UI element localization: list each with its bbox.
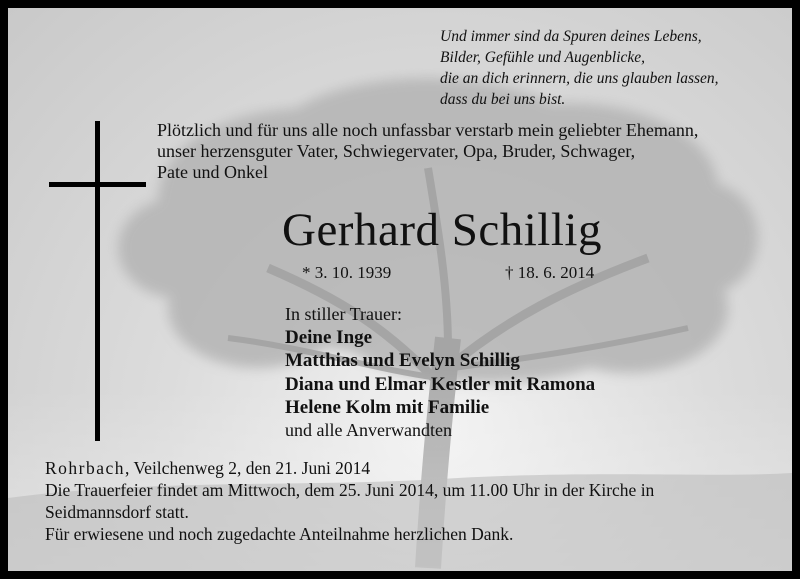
service-info-line: Seidmannsdorf statt. [45, 502, 189, 522]
mourner-name: Deine Inge [285, 327, 373, 349]
mourners-closing: und alle Anverwandten [285, 420, 452, 441]
poem-line: Bilder, Gefühle und Augenblicke, [440, 49, 646, 66]
announcement-line: Pate und Onkel [157, 162, 268, 182]
mourners-heading: In stiller Trauer: [285, 304, 402, 324]
mourners-list [285, 303, 595, 442]
cross-icon-crossbar [49, 182, 146, 187]
death-date: † 18. 6. 2014 [505, 263, 595, 282]
footer-text [45, 457, 654, 545]
birth-date: * 3. 10. 1939 [302, 263, 392, 282]
thanks-line: Für erwiesene und noch zugedachte Anteilnahme herzlichen Dank. [45, 524, 514, 544]
poem [440, 26, 719, 110]
announcement-line: unser herzensguter Vater, Schwiegervater, Opa, Bruder, Schwager, [157, 141, 636, 161]
poem-line: Und immer sind da Spuren deines Lebens, [440, 28, 702, 45]
service-info-line: Die Trauerfeier findet am Mittwoch, dem 25. Juni 2014, um 11.00 Uhr in der Kirche in [45, 480, 655, 500]
announcement-text [157, 120, 698, 183]
obituary-card [8, 8, 792, 571]
cross-icon [95, 121, 100, 441]
mourner-name: Helene Kolm mit Familie [285, 396, 490, 418]
announcement-line: Plötzlich und für uns alle noch unfassbar verstarb mein geliebter Ehemann, [157, 120, 699, 140]
mourner-name: Diana und Elmar Kestler mit Ramona [285, 373, 596, 395]
poem-line: dass du bei uns bist. [440, 91, 566, 108]
deceased-name: Gerhard Schillig [282, 204, 602, 256]
location-date-line [45, 457, 654, 479]
town-name: Rohrbach [45, 458, 126, 478]
mourner-name: Matthias und Evelyn Schillig [285, 350, 520, 372]
poem-line: die an dich erinnern, die uns glauben lassen, [440, 70, 719, 87]
address-date: , Veilchenweg 2, den 21. Juni 2014 [125, 458, 371, 478]
